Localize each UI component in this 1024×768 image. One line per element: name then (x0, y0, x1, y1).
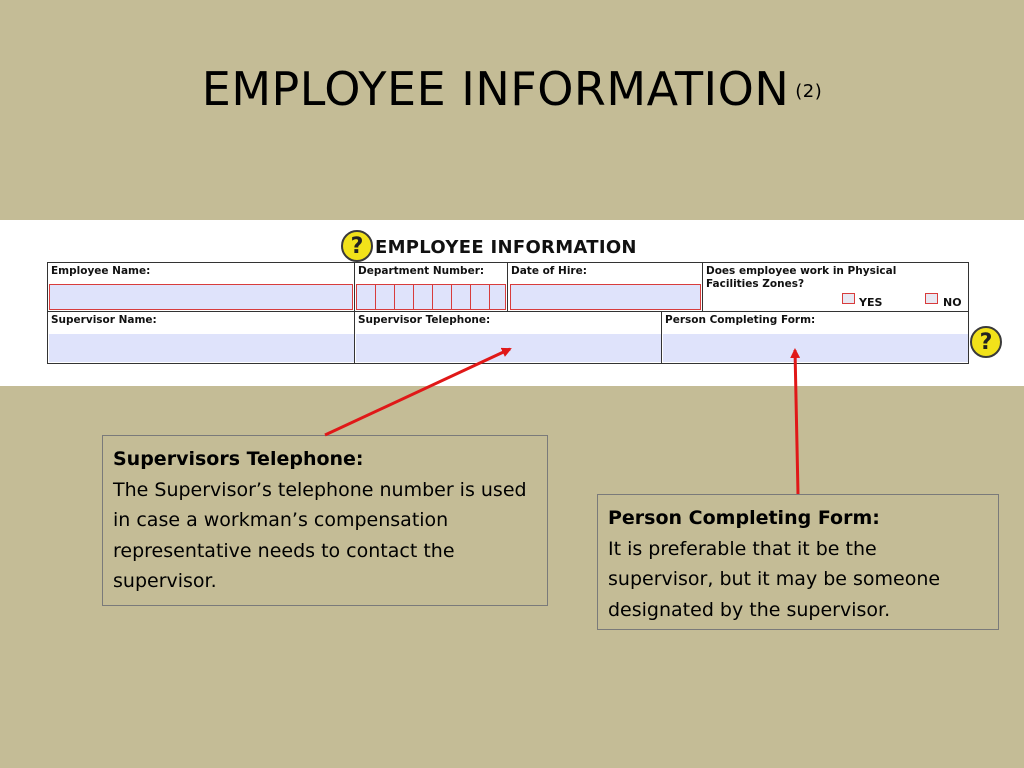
supervisor-name-label: Supervisor Name: (51, 314, 157, 326)
slide-title-suffix: (2) (795, 81, 823, 102)
person-completing-label: Person Completing Form: (665, 314, 816, 326)
slide-title (0, 62, 1024, 116)
supervisor-telephone-label: Supervisor Telephone: (358, 314, 491, 326)
yes-label: YES (859, 296, 883, 309)
help-question-icon-right[interactable]: ? (970, 326, 1002, 358)
person-completing-field[interactable] (663, 334, 968, 362)
date-of-hire-label: Date of Hire: (511, 265, 587, 277)
supervisor-name-cell (47, 311, 355, 364)
supervisor-telephone-field[interactable] (356, 334, 661, 362)
yes-checkbox[interactable] (842, 293, 855, 304)
employee-name-cell (47, 262, 355, 312)
date-of-hire-cell (507, 262, 703, 312)
supervisor-telephone-cell (354, 311, 662, 364)
person-completing-cell (661, 311, 969, 364)
zones-question-label: Does employee work in Physical Facilities Zones? (706, 265, 897, 290)
telephone-callout (102, 435, 548, 606)
telephone-callout-body: The Supervisor’s telephone number is used in case a workman’s compensation representative needs to contact the supervisor. (113, 478, 527, 592)
help-question-icon[interactable]: ? (341, 230, 373, 262)
employee-name-field[interactable] (49, 284, 353, 310)
slide-title-text: EMPLOYEE INFORMATION (201, 62, 790, 116)
employee-name-label: Employee Name: (51, 265, 151, 277)
date-of-hire-field[interactable] (510, 284, 701, 310)
department-number-cell (354, 262, 508, 312)
form-heading: EMPLOYEE INFORMATION (375, 237, 637, 258)
person-callout-title: Person Completing Form: (608, 507, 880, 529)
telephone-callout-title: Supervisors Telephone: (113, 448, 364, 470)
no-checkbox[interactable] (925, 293, 938, 304)
department-number-label: Department Number: (358, 265, 485, 277)
person-callout (597, 494, 999, 630)
supervisor-name-field[interactable] (49, 334, 354, 362)
zones-question-cell (702, 262, 969, 312)
department-number-field[interactable] (356, 284, 506, 310)
person-callout-body: It is preferable that it be the supervisor, but it may be someone designated by the supervisor. (608, 537, 941, 621)
employee-information-form (0, 220, 1024, 386)
no-label: NO (943, 296, 962, 309)
